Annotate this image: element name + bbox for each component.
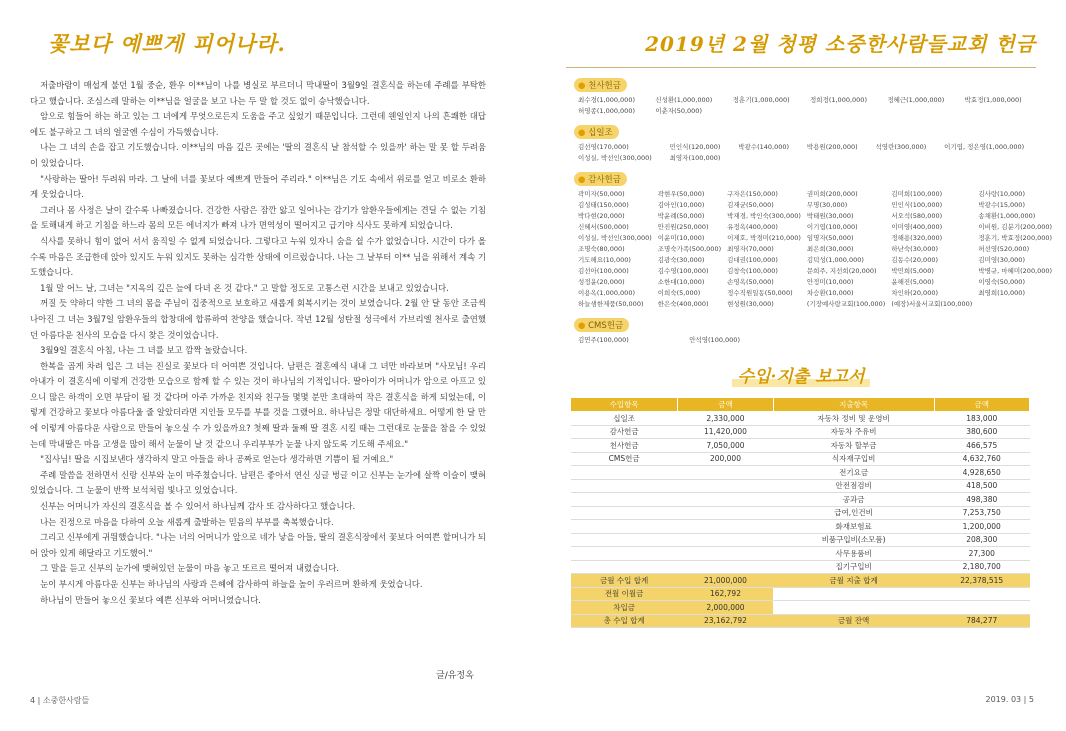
- donor-entry: 구자은(150,000): [727, 190, 778, 198]
- donor-entry: 유정옥(400,000): [727, 223, 778, 231]
- table-cell: 총 수입 합계: [571, 614, 678, 628]
- donor-entry: 김선영(170,000): [578, 143, 629, 151]
- table-cell: 418,500: [934, 479, 1030, 493]
- donor-entry: 이춘자(50,000): [655, 107, 702, 115]
- donor-entry: 정훈기, 박효정(200,000): [978, 234, 1053, 242]
- table-cell: 22,378,515: [934, 574, 1030, 588]
- footer-left: 4 | 소중한사람들: [30, 696, 90, 705]
- donor-entry: 김재균(50,000): [727, 201, 774, 209]
- paragraph: 나는 그 녀의 손을 잡고 기도했습니다. 이**님의 마음 깊은 곳에는 '딸의 결혼식 날 참석할 수 있을까' 하는 말 못 할 두려움이 있었습니다.: [30, 142, 486, 168]
- table-cell: 2,000,000: [678, 601, 773, 615]
- donor-entry: 김수영(100,000): [657, 267, 709, 275]
- table-cell: 식자재구입비: [773, 452, 934, 466]
- paragraph: "사랑하는 딸아! 두려워 마라. 그 날에 너를 꽃보다 예쁘게 만들어 주리라." 이**님은 기도 속에서 위로를 얻고 비로소 환하게 웃었습니다.: [30, 173, 486, 200]
- donor-entry: 기도해요(10,000): [578, 256, 631, 264]
- table-row: [571, 466, 1030, 480]
- table-cell: 23,162,792: [678, 614, 773, 628]
- table-cell: 전기요금: [773, 466, 934, 480]
- table-cell: 7,253,750: [934, 506, 1030, 520]
- paragraph: 눈이 부시게 아름다운 신부는 하나님의 사랑과 은혜에 감사하여 하늘을 높이 우러르며 환하게 웃었습니다.: [40, 579, 423, 589]
- footer-right: 2019. 03 | 5: [985, 695, 1034, 704]
- donor-entry: 차승환(10,000): [806, 289, 854, 297]
- paragraph: 1월 말 어느 날, 그녀는 "지옥의 깊은 늪에 다녀 온 것 같다." 고 말할 정도로 고통스런 시간을 보내고 있었습니다.: [40, 282, 449, 293]
- table-cell: 공과금: [773, 493, 934, 507]
- donor-entry: 이성실, 박선인(300,000): [578, 154, 652, 162]
- donor-entry: 이미영(400,000): [891, 223, 943, 231]
- table-row: [571, 506, 1030, 520]
- table-cell: 11,420,000: [678, 425, 773, 439]
- table-cell: 1,200,000: [934, 520, 1030, 534]
- table-cell: 감사헌금: [571, 425, 678, 439]
- article-body: [30, 78, 486, 608]
- donor-entry: 문희주, 지선희(20,000): [806, 267, 877, 275]
- paragraph: 나는 진정으로 마음을 다하여 오늘 새롭게 출발하는 믿음의 부부를 축복했습니다.: [40, 516, 334, 527]
- donor-entry: 이윤미(10,000): [657, 234, 705, 242]
- table-cell: [678, 506, 773, 520]
- table-cell: 200,000: [678, 452, 773, 466]
- category-title: [574, 318, 629, 332]
- table-cell: [678, 493, 773, 507]
- table-cell: [678, 560, 773, 574]
- donor-entry: 손영옥(50,000): [727, 278, 774, 286]
- donor-entry: 이용옥(1,000,000): [578, 289, 635, 297]
- bullet-icon: ●: [578, 81, 589, 91]
- category-title: [574, 172, 627, 186]
- donor-entry: 김동수(20,000): [891, 256, 938, 264]
- donor-entry: 무명(30,000): [806, 201, 848, 209]
- offering-title: 2019년 2월 청평 소중한사람들교회 헌금: [645, 32, 1036, 56]
- table-cell: 183,000: [934, 412, 1030, 426]
- signature: 글/유정옥: [436, 671, 474, 681]
- table-cell: 집기구입비: [773, 560, 934, 574]
- donor-entry: 김대권(100,000): [727, 256, 778, 264]
- table-cell: 금월 수입 합계: [571, 574, 678, 588]
- bullet-icon: ●: [578, 321, 589, 331]
- paragraph: "집사님! 딸을 시집보낸다 생각하지 말고 아들을 하나 공짜로 얻는다 생각하면 기쁨이 될 거예요.": [40, 454, 394, 465]
- table-cell: [773, 601, 934, 615]
- donor-entry: 신성환(1,000,000): [655, 96, 713, 104]
- table-cell: 자동차 주유비: [773, 425, 934, 439]
- donor-entry: 박광수(15,000): [978, 201, 1025, 209]
- left-page: [30, 28, 486, 608]
- table-cell: 380,600: [934, 425, 1030, 439]
- table-cell: 27,300: [934, 547, 1030, 561]
- donor-entry: 성정윤(20,000): [578, 278, 625, 286]
- table-row: [571, 493, 1030, 507]
- donor-entry: 정해용(320,000): [891, 234, 943, 242]
- table-cell: [571, 506, 678, 520]
- donor-entry: 한은숙(400,000): [657, 300, 709, 308]
- category-name: CMS헌금: [588, 321, 624, 331]
- donor-entry: 서오석(580,000): [891, 212, 943, 220]
- donor-entry: 송채환(1,000,000): [978, 212, 1036, 220]
- table-row: [571, 520, 1030, 534]
- table-cell: [571, 493, 678, 507]
- category-name: 십일조: [588, 128, 613, 138]
- table-cell: 급여,인건비: [773, 506, 934, 520]
- donor-entry: 김덕성(1,000,000): [806, 256, 864, 264]
- table-row: [571, 601, 1030, 615]
- offering-category: [566, 167, 1053, 308]
- table-cell: 사무용품비: [773, 547, 934, 561]
- donor-entry: 이희숙(5,000): [657, 289, 701, 297]
- table-row: [571, 452, 1030, 466]
- table-cell: [678, 520, 773, 534]
- donor-entry: 정혜근(1,000,000): [887, 96, 945, 104]
- paragraph: 그리고 신부에게 귀띔했습니다. "나는 너의 어머니가 앞으로 네가 낳을 아들, 딸의 결혼식장에서 꽃보다 어여쁜 할머니가 되어 앉아 있게 해달라고 기도했어.": [30, 532, 486, 558]
- article-title: 꽃보다 예쁘게 피어나라.: [48, 31, 286, 56]
- table-row: [571, 547, 1030, 561]
- paragraph: 하나님이 만들어 놓으신 꽃보다 예쁜 신부와 어머니였습니다.: [40, 594, 261, 605]
- table-row: [571, 533, 1030, 547]
- donor-entry: (예장)서울서교회(100,000): [891, 300, 973, 308]
- donor-entry: 정희정(1,000,000): [809, 96, 867, 104]
- table-cell: 자동차 정비 및 운영비: [773, 412, 934, 426]
- table-cell: 2,180,700: [934, 560, 1030, 574]
- table-cell: 21,000,000: [678, 574, 773, 588]
- paragraph: 주례 말씀을 전하면서 신랑 신부와 눈이 마주쳤습니다. 남편은 좋아서 연신 싱글 벙글 이고 신부는 눈가에 살짝 이슬이 맺혀 있었습니다. 그 눈물이 반짝 보석처럼 빛나고 있었습니다.: [30, 469, 486, 496]
- donor-entry: 김미영(30,000): [978, 256, 1025, 264]
- table-cell: [678, 466, 773, 480]
- report-title: 수입·지출 보고서: [732, 367, 871, 387]
- table-row: [571, 587, 1030, 601]
- donor-entry: 윤해진(5,000): [891, 278, 934, 286]
- donor-list: [578, 335, 1036, 344]
- donor-list: [578, 189, 1053, 308]
- donor-entry: 석영란(300,000): [875, 143, 927, 151]
- bullet-icon: ●: [578, 128, 589, 138]
- donor-entry: 민인식(100,000): [891, 201, 943, 209]
- table-cell: CMS헌금: [571, 452, 678, 466]
- donor-list: [578, 142, 1036, 162]
- table-row: [571, 479, 1030, 493]
- table-row: [571, 560, 1030, 574]
- donor-entry: 박재경, 박인숙(300,000): [727, 212, 801, 220]
- table-row: [571, 614, 1030, 628]
- table-cell: 금월 지출 합계: [773, 574, 934, 588]
- donor-entry: 소한대(10,000): [657, 278, 705, 286]
- table-cell: [571, 547, 678, 561]
- donor-entry: 허영종(1,000,000): [578, 107, 635, 115]
- donor-entry: 안진원(250,000): [657, 223, 709, 231]
- donor-entry: 차인하(20,000): [891, 289, 938, 297]
- donor-entry: 이제호, 박경미(210,000): [727, 234, 801, 242]
- donor-entry: 이비원, 김분기(200,000): [978, 223, 1053, 231]
- donor-entry: 박병규, 마혜미(200,000): [978, 267, 1053, 275]
- donor-entry: 안석영(100,000): [689, 336, 740, 344]
- table-cell: 금월 잔액: [773, 614, 934, 628]
- table-cell: 466,575: [934, 439, 1030, 453]
- finance-table: [570, 397, 1030, 628]
- table-cell: 화재보험료: [773, 520, 934, 534]
- table-cell: [934, 601, 1030, 615]
- category-title: [574, 78, 627, 92]
- table-cell: 자동차 할부금: [773, 439, 934, 453]
- donor-entry: 조명숙(80,000): [578, 245, 625, 253]
- donor-entry: 김창숙(100,000): [727, 267, 778, 275]
- table-cell: 안전점검비: [773, 479, 934, 493]
- donor-entry: 신혜서(500,000): [578, 223, 629, 231]
- donor-entry: 김광숙(30,000): [657, 256, 705, 264]
- donor-entry: 박용원(200,000): [806, 143, 858, 151]
- divider: [566, 67, 1036, 68]
- table-cell: 4,632,760: [934, 452, 1030, 466]
- donor-entry: 김미희(100,000): [891, 190, 943, 198]
- donor-entry: 정훈기(1,000,000): [732, 96, 790, 104]
- donor-entry: 이기엽, 정은영(1,000,000): [944, 143, 1025, 151]
- category-title: [574, 125, 619, 139]
- donor-entry: 조명숙가족(500,000): [657, 245, 722, 253]
- table-cell: 비품구입비(소모품): [773, 533, 934, 547]
- donor-list: [578, 95, 1036, 115]
- table-cell: [571, 466, 678, 480]
- donor-entry: (기장예사랑교회(100,000): [806, 300, 886, 308]
- table-header-row: [571, 398, 1030, 412]
- table-header: 수입항목: [571, 398, 678, 412]
- table-cell: 천사헌금: [571, 439, 678, 453]
- category-name: 천사헌금: [588, 81, 621, 91]
- category-name: 감사헌금: [588, 175, 621, 185]
- donor-entry: 김사랑(10,000): [978, 190, 1025, 198]
- offering-category: [566, 120, 1036, 162]
- donor-entry: 이기엽(100,000): [806, 223, 858, 231]
- table-row: [571, 412, 1030, 426]
- offering-categories: [566, 73, 1053, 344]
- table-cell: 차입금: [571, 601, 678, 615]
- table-cell: 십일조: [571, 412, 678, 426]
- donor-entry: 최수경(1,000,000): [578, 96, 635, 104]
- donor-entry: 박태원(30,000): [806, 212, 854, 220]
- donor-entry: 박다현(20,000): [578, 212, 625, 220]
- table-cell: [934, 587, 1030, 601]
- donor-entry: 정수직원일동(50,000): [727, 289, 793, 297]
- report-title-wrap: [566, 362, 1036, 387]
- paragraph: 그러나 몸 사정은 날이 갈수록 나빠졌습니다. 건강한 사람은 잠깐 앓고 일어나는 감기가 암환우들에게는 견딜 수 없는 기침을 토해내게 하고 기침을 하느라 몸의 모든 에너지가 빠져 나가 면역성이 떨어지고 급기야 식사도 못하게 되었습니다.: [30, 204, 486, 231]
- table-row: [571, 425, 1030, 439]
- donor-entry: 박효정(1,000,000): [964, 96, 1022, 104]
- donor-entry: 김연주(100,000): [578, 336, 629, 344]
- table-cell: [678, 533, 773, 547]
- table-cell: [678, 479, 773, 493]
- table-row: [571, 574, 1030, 588]
- donor-entry: 곽미자(50,000): [578, 190, 625, 198]
- donor-entry: 허선영(520,000): [978, 245, 1030, 253]
- table-cell: [571, 520, 678, 534]
- table-row: [571, 439, 1030, 453]
- bullet-icon: ●: [578, 175, 589, 185]
- table-cell: [571, 560, 678, 574]
- table-cell: [571, 533, 678, 547]
- table-cell: 4,928,650: [934, 466, 1030, 480]
- donor-entry: 하난숙(30,000): [891, 245, 938, 253]
- table-cell: 498,380: [934, 493, 1030, 507]
- donor-entry: 김아인(10,000): [657, 201, 705, 209]
- donor-entry: 임명자(50,000): [806, 234, 854, 242]
- table-cell: 784,277: [934, 614, 1030, 628]
- donor-entry: 박민희(5,000): [891, 267, 934, 275]
- paragraph: 3월9일 결혼식 아침, 나는 그 녀를 보고 깜짝 놀랐습니다.: [40, 345, 248, 356]
- donor-entry: 최영자(100,000): [669, 154, 721, 162]
- donor-entry: 김선아(100,000): [578, 267, 629, 275]
- table-cell: 7,050,000: [678, 439, 773, 453]
- donor-entry: 안정미(10,000): [806, 278, 854, 286]
- paragraph: 한복을 곱게 차려 입은 그 녀는 진실로 꽃보다 더 어여쁜 것입니다. 남편은 결혼예식 내내 그 녀만 바라보며 "사모님! 우리 아내가 이 결혼식에 이렇게 건강한 모습으로 함께 할 수 있는 것이 하나님의 기적입니다. 딸아이가 어머니가 암으로 아프고 있으니 많은 하객이 오면 부담이 될 것 같다며 아주 가까운 친지와 친구들 몇몇 분만 초대하여 작은 결혼식을 하게 되었는데, 이렇게 건강하고 꽃보다 아름다울 줄 알았더라면 지인들 모두를 부를 것을 그랬어요. 하나님은 정말 대단하세요. 어떻게 한 달 만에 이렇게 아름다운 사람으로 만들어 놓으실 수 가 있을까요? 첫째 딸과 둘째 딸 결혼 시킬 때는 그런대로 눈물을 참을 수 있었는데 막내딸은 마음 고생을 많이 해서 눈물이 날 것 같으니 우리부부가 눈물 나지 않도록 기도해 주세요.": [30, 360, 486, 449]
- table-cell: 전월 이월금: [571, 587, 678, 601]
- table-cell: 208,300: [934, 533, 1030, 547]
- paragraph: 식사를 못하니 힘이 없어 서서 움직일 수 없게 되었습니다. 그렇다고 누워 있자니 숨을 쉴 수가 없었습니다. 시간이 다가 올수록 마음은 조급한데 앉아 있지도 누워 있지도 못하는 심각한 상태에 이르렀습니다. 나는 그 날부터 이** 님을 위해서 계속 기도했습니다.: [30, 235, 486, 278]
- donor-entry: 곽현우(50,000): [657, 190, 705, 198]
- donor-entry: 박윤례(50,000): [657, 212, 705, 220]
- table-cell: 2,330,000: [678, 412, 773, 426]
- table-header: 금액: [934, 398, 1030, 412]
- donor-entry: 이성실, 박선인(300,000): [578, 234, 652, 242]
- donor-entry: 김성태(150,000): [578, 201, 629, 209]
- paragraph: 꺼질 듯 약하디 약한 그 녀의 몸을 주님이 집중적으로 보호하고 새롭게 회복시키는 것이 보였습니다. 2월 안 달 동안 조금씩 나아진 그 녀는 3월7일 암환우들의 합창대에 합류하여 찬양을 했습니다. 작년 12월 성탄절 성극에서 가브리엘 천사로 출연했던 아름다운 천사의 모습을 다시 찾은 것이었습니다.: [30, 298, 486, 340]
- donor-entry: 최은희(30,000): [806, 245, 854, 253]
- donor-entry: 하늘샘한제품(50,000): [578, 300, 644, 308]
- paragraph: 신부는 어머니가 자신의 결혼식을 볼 수 있어서 하나님께 감사 또 감사하다고 했습니다.: [40, 501, 356, 512]
- donor-entry: 최영희(10,000): [978, 289, 1025, 297]
- donor-entry: 민인식(120,000): [669, 143, 721, 151]
- table-header: 금액: [678, 398, 773, 412]
- paragraph: 암으로 힘들어 하는 하고 있는 그 녀에게 무엇으로든지 도움을 주고 싶었기 때문입니다. 그런데 웬일인지 나의 흔쾌한 대답에도 불구하고 그 녀의 얼굴엔 수심이 가득했습니다.: [30, 111, 486, 137]
- offering-category: [566, 313, 1036, 344]
- donor-entry: 최영자(70,000): [727, 245, 774, 253]
- donor-entry: 권미희(200,000): [806, 190, 858, 198]
- donor-entry: 이영숙(50,000): [978, 278, 1025, 286]
- right-page: [566, 28, 1053, 628]
- table-header: 지출항목: [773, 398, 934, 412]
- donor-entry: 현성원(30,000): [727, 300, 774, 308]
- paragraph: 저출바람이 매섭게 불던 1월 중순, 환우 이**님이 나를 병실로 부르더니 막내딸이 3월9일 결혼식을 하는데 주례를 부탁한다고 했습니다. 조심스레 말하는 이**님을 얼굴을 보고 나는 두 말 할 것도 없이 승낙했습니다.: [30, 80, 486, 106]
- offering-category: [566, 73, 1036, 115]
- paragraph: 그 말을 듣고 신부의 눈가에 맺혀있던 눈물이 마음 놓고 또르르 떨어져 내렸습니다.: [40, 563, 340, 574]
- donor-entry: 박광수(140,000): [738, 143, 790, 151]
- table-cell: [571, 479, 678, 493]
- table-cell: [773, 587, 934, 601]
- table-cell: [678, 547, 773, 561]
- table-cell: 162,792: [678, 587, 773, 601]
